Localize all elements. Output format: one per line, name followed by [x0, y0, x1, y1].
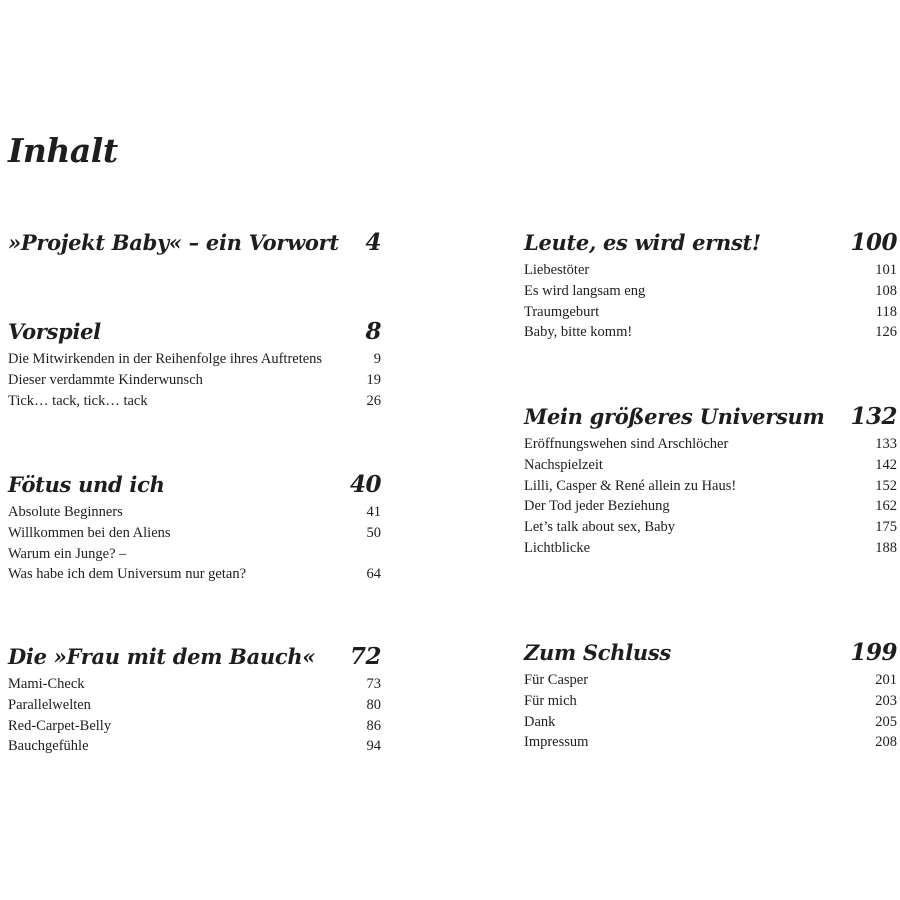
entry-label: Die Mitwirkenden in der Reihenfolge ihres Auftretens: [8, 351, 323, 367]
entry-label: Let’s talk about sex, Baby: [524, 519, 676, 536]
toc-entry: [524, 732, 897, 753]
section-heading: [524, 400, 897, 434]
entry-label: Lilli, Casper & René allein zu Haus!: [524, 477, 737, 494]
entry-list: [8, 502, 381, 585]
entry-label: Mami-Check: [8, 676, 85, 692]
toc-entry: [524, 517, 897, 538]
section-heading: [8, 226, 381, 260]
entry-label: Lichtblicke: [524, 539, 591, 556]
toc-entry: [8, 370, 381, 391]
entry-page: 9: [373, 351, 381, 367]
toc-entry: [8, 695, 381, 716]
entry-label: Red-Carpet-Belly: [8, 717, 112, 734]
entry-label: Der Tod jeder Beziehung: [524, 498, 670, 515]
toc-entry: [524, 322, 897, 343]
entry-list: [8, 349, 381, 411]
entry-page: 64: [366, 566, 381, 583]
entry-page: 50: [366, 524, 381, 541]
entry-page: 94: [366, 738, 381, 755]
toc-entry: [8, 349, 381, 370]
toc-entry: [8, 716, 381, 737]
section-page-number: 199: [850, 639, 897, 666]
entry-page: 86: [366, 717, 381, 734]
entry-page: 142: [875, 456, 897, 473]
entry-page: 26: [366, 392, 381, 409]
entry-label: Es wird langsam eng: [524, 282, 646, 299]
toc-entry: [524, 712, 897, 733]
section-title: Fötus und ich: [8, 472, 165, 497]
toc-entry: [524, 476, 897, 497]
entry-list: [524, 670, 897, 753]
entry-page: 203: [875, 692, 897, 709]
toc-section-leute-es-wird-ernst: [524, 226, 897, 343]
entry-label: Impressum: [524, 734, 589, 751]
section-page-number: 100: [850, 229, 897, 256]
entry-page: 175: [875, 519, 897, 536]
entry-page: 152: [875, 477, 897, 494]
section-heading: [524, 636, 897, 670]
entry-label: Traumgeburt: [524, 303, 600, 320]
toc-section-vorspiel: [8, 315, 381, 411]
entry-label: Was habe ich dem Universum nur getan?: [8, 566, 247, 583]
toc-entry: [8, 564, 381, 585]
entry-page: 73: [366, 676, 381, 692]
entry-label: Eröffnungswehen sind Arschlöcher: [524, 436, 729, 452]
toc-section-foetus: [8, 468, 381, 585]
page-title: Inhalt: [8, 131, 118, 170]
entry-page: 162: [875, 498, 897, 515]
toc-section-zum-schluss: [524, 636, 897, 753]
toc-section-mein-groesseres-universum: [524, 400, 897, 559]
entry-label: Bauchgefühle: [8, 738, 89, 755]
entry-page: 208: [875, 734, 897, 751]
entry-label: Tick… tack, tick… tack: [8, 392, 148, 409]
entry-label: Dieser verdammte Kinderwunsch: [8, 371, 203, 388]
entry-list: [524, 434, 897, 559]
section-page-number: 132: [850, 403, 897, 430]
entry-page: 19: [366, 371, 381, 388]
entry-label: Für Casper: [524, 672, 589, 688]
entry-page: 80: [366, 696, 381, 713]
toc-entry: [524, 455, 897, 476]
toc-entry: [524, 670, 897, 691]
entry-label: Absolute Beginners: [8, 504, 123, 520]
section-page-number: 72: [349, 643, 381, 670]
entry-page: 126: [875, 324, 897, 341]
toc-entry: [524, 496, 897, 517]
entry-page: 188: [875, 539, 897, 556]
toc-entry: [8, 523, 381, 544]
section-title: Zum Schluss: [524, 640, 671, 665]
toc-entry: [524, 434, 897, 455]
toc-entry: [524, 281, 897, 302]
entry-page: 108: [875, 282, 897, 299]
section-title: Vorspiel: [8, 319, 101, 344]
section-title: Leute, es wird ernst!: [524, 230, 761, 255]
entry-page: 205: [875, 713, 897, 730]
entry-label: Liebestöter: [524, 262, 590, 278]
toc-section-frau-mit-dem-bauch: [8, 640, 381, 757]
entry-list: [8, 674, 381, 757]
toc-entry: [524, 260, 897, 281]
section-heading: [8, 468, 381, 502]
entry-page: 41: [366, 504, 381, 520]
entry-page: 118: [875, 303, 897, 320]
section-title: Mein größeres Universum: [524, 404, 825, 429]
toc-entry: [8, 544, 381, 565]
section-page-number: 40: [349, 471, 381, 498]
entry-label: Willkommen bei den Aliens: [8, 524, 171, 541]
toc-entry: [8, 502, 381, 523]
entry-label: Baby, bitte komm!: [524, 324, 633, 341]
entry-label: Nachspielzeit: [524, 456, 603, 473]
toc-entry: [524, 538, 897, 559]
entry-label: Warum ein Junge? –: [8, 545, 127, 562]
toc-entry: [8, 674, 381, 695]
entry-page: 201: [875, 672, 897, 688]
toc-entry: [8, 736, 381, 757]
entry-label: Dank: [524, 713, 556, 730]
section-page-number: 4: [365, 229, 381, 256]
toc-entry: [524, 302, 897, 323]
toc-entry: [524, 691, 897, 712]
entry-page: 133: [875, 436, 897, 452]
entry-label: Parallelwelten: [8, 696, 91, 713]
entry-list: [524, 260, 897, 343]
entry-page: [351, 544, 381, 565]
entry-page: 101: [875, 262, 897, 278]
section-heading: [8, 315, 381, 349]
toc-entry: [8, 391, 381, 412]
section-page-number: 8: [365, 318, 381, 345]
section-heading: [8, 640, 381, 674]
section-title: »Projekt Baby« – ein Vorwort: [8, 230, 339, 255]
section-heading: [524, 226, 897, 260]
entry-label: Für mich: [524, 692, 577, 709]
section-title: Die »Frau mit dem Bauch«: [8, 644, 316, 669]
toc-section-vorwort: [8, 226, 381, 260]
